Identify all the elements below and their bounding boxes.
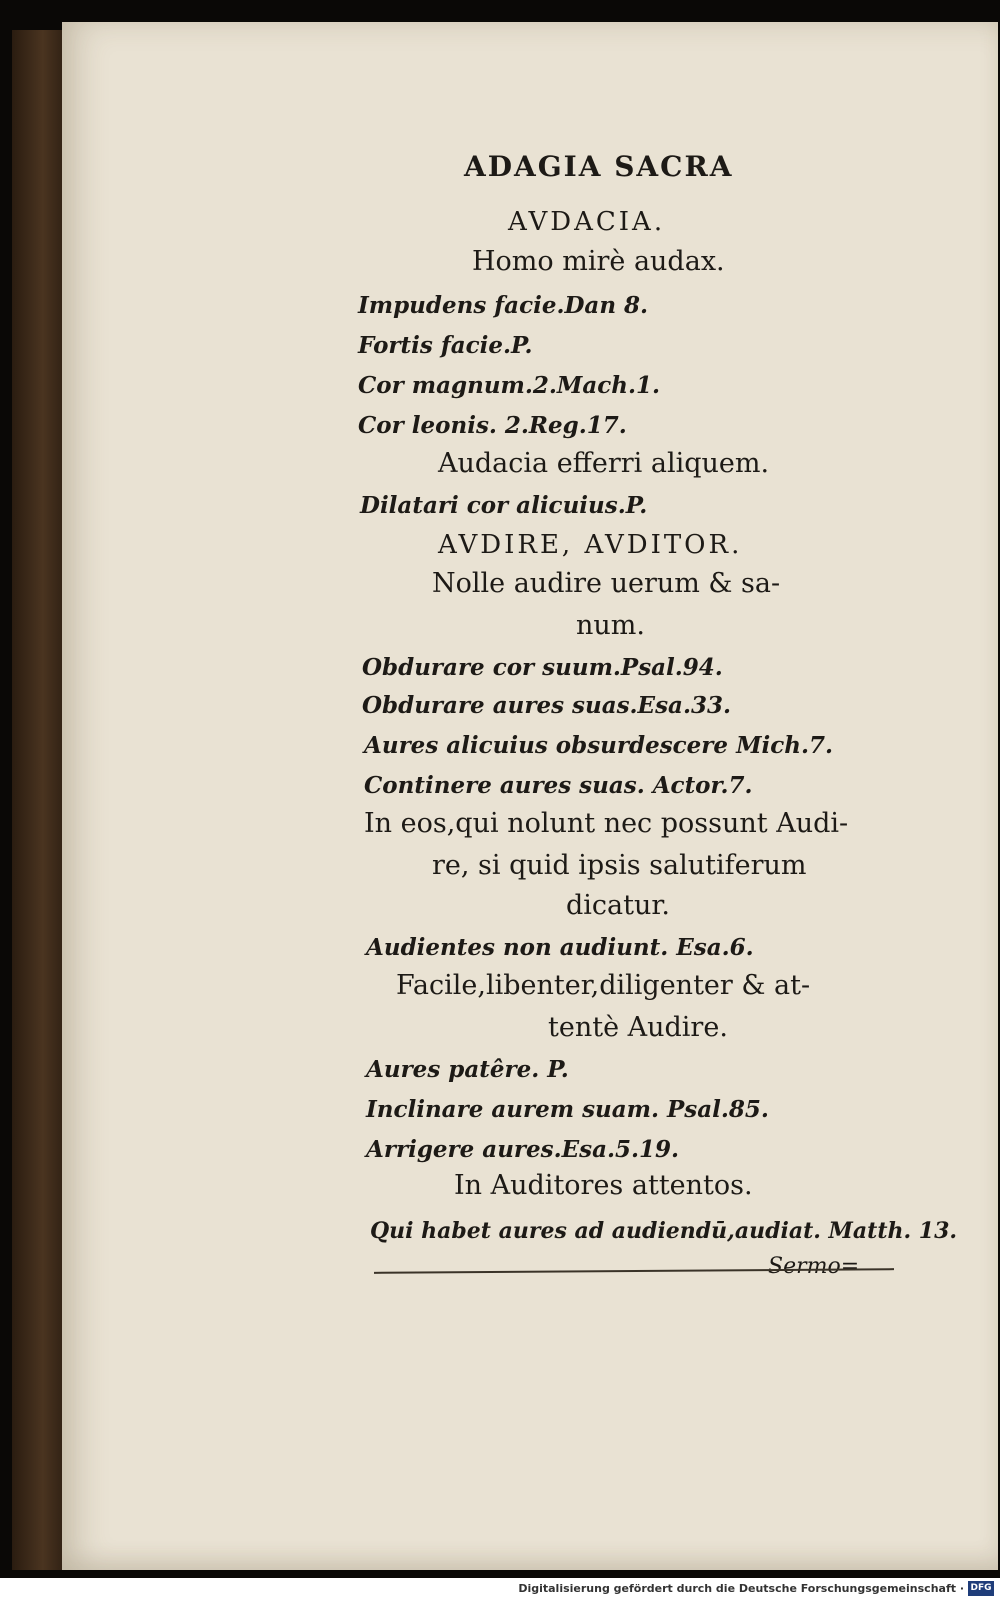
entry-line: Audientes non audiunt. Esa.6. bbox=[366, 934, 754, 961]
book-page bbox=[62, 22, 998, 1570]
subheading: Homo mirè audax. bbox=[472, 246, 725, 277]
entry-line: Aures patêre. P. bbox=[366, 1056, 569, 1083]
running-head: ADAGIA SACRA bbox=[464, 150, 734, 183]
subheading: dicatur. bbox=[566, 890, 670, 921]
entry-line: Fortis facie.P. bbox=[358, 332, 533, 359]
catchword: Sermo= bbox=[768, 1254, 860, 1279]
footer-bar bbox=[0, 1578, 1000, 1601]
subheading: In eos,qui nolunt nec possunt Audi- bbox=[364, 808, 849, 839]
entry-line: Cor magnum.2.Mach.1. bbox=[358, 372, 660, 399]
entry-line: Impudens facie.Dan 8. bbox=[358, 292, 649, 319]
subheading: re, si quid ipsis salutiferum bbox=[432, 850, 807, 881]
book-spine bbox=[12, 30, 68, 1570]
subheading: In Auditores attentos. bbox=[454, 1170, 753, 1201]
entry-line: Qui habet aures ad audiendū,audiat. Matth. 13. bbox=[370, 1218, 958, 1244]
subheading: tentè Audire. bbox=[548, 1012, 728, 1043]
entry-line: Obdurare cor suum.Psal.94. bbox=[362, 654, 723, 681]
footer-credit: Digitalisierung gefördert durch die Deutsche Forschungsgemeinschaft · bbox=[518, 1582, 964, 1595]
subheading: Facile,libenter,diligenter & at- bbox=[396, 970, 811, 1001]
entry-line: Inclinare aurem suam. Psal.85. bbox=[366, 1096, 769, 1123]
subheading: num. bbox=[576, 610, 645, 641]
entry-line: Arrigere aures.Esa.5.19. bbox=[366, 1136, 680, 1163]
section-heading-audacia: AVDACIA. bbox=[508, 207, 666, 237]
dfg-logo-icon: DFG bbox=[968, 1581, 994, 1596]
subheading: Audacia efferri aliquem. bbox=[438, 448, 770, 479]
entry-line: Dilatari cor alicuius.P. bbox=[360, 492, 648, 519]
section-heading-audire: AVDIRE, AVDITOR. bbox=[438, 530, 743, 560]
entry-line: Cor leonis. 2.Reg.17. bbox=[358, 412, 627, 439]
entry-line: Aures alicuius obsurdescere Mich.7. bbox=[364, 732, 834, 759]
page-text bbox=[62, 22, 998, 1570]
entry-line: Obdurare aures suas.Esa.33. bbox=[362, 692, 731, 719]
entry-line: Continere aures suas. Actor.7. bbox=[364, 772, 753, 799]
subheading: Nolle audire uerum & sa- bbox=[432, 568, 781, 599]
